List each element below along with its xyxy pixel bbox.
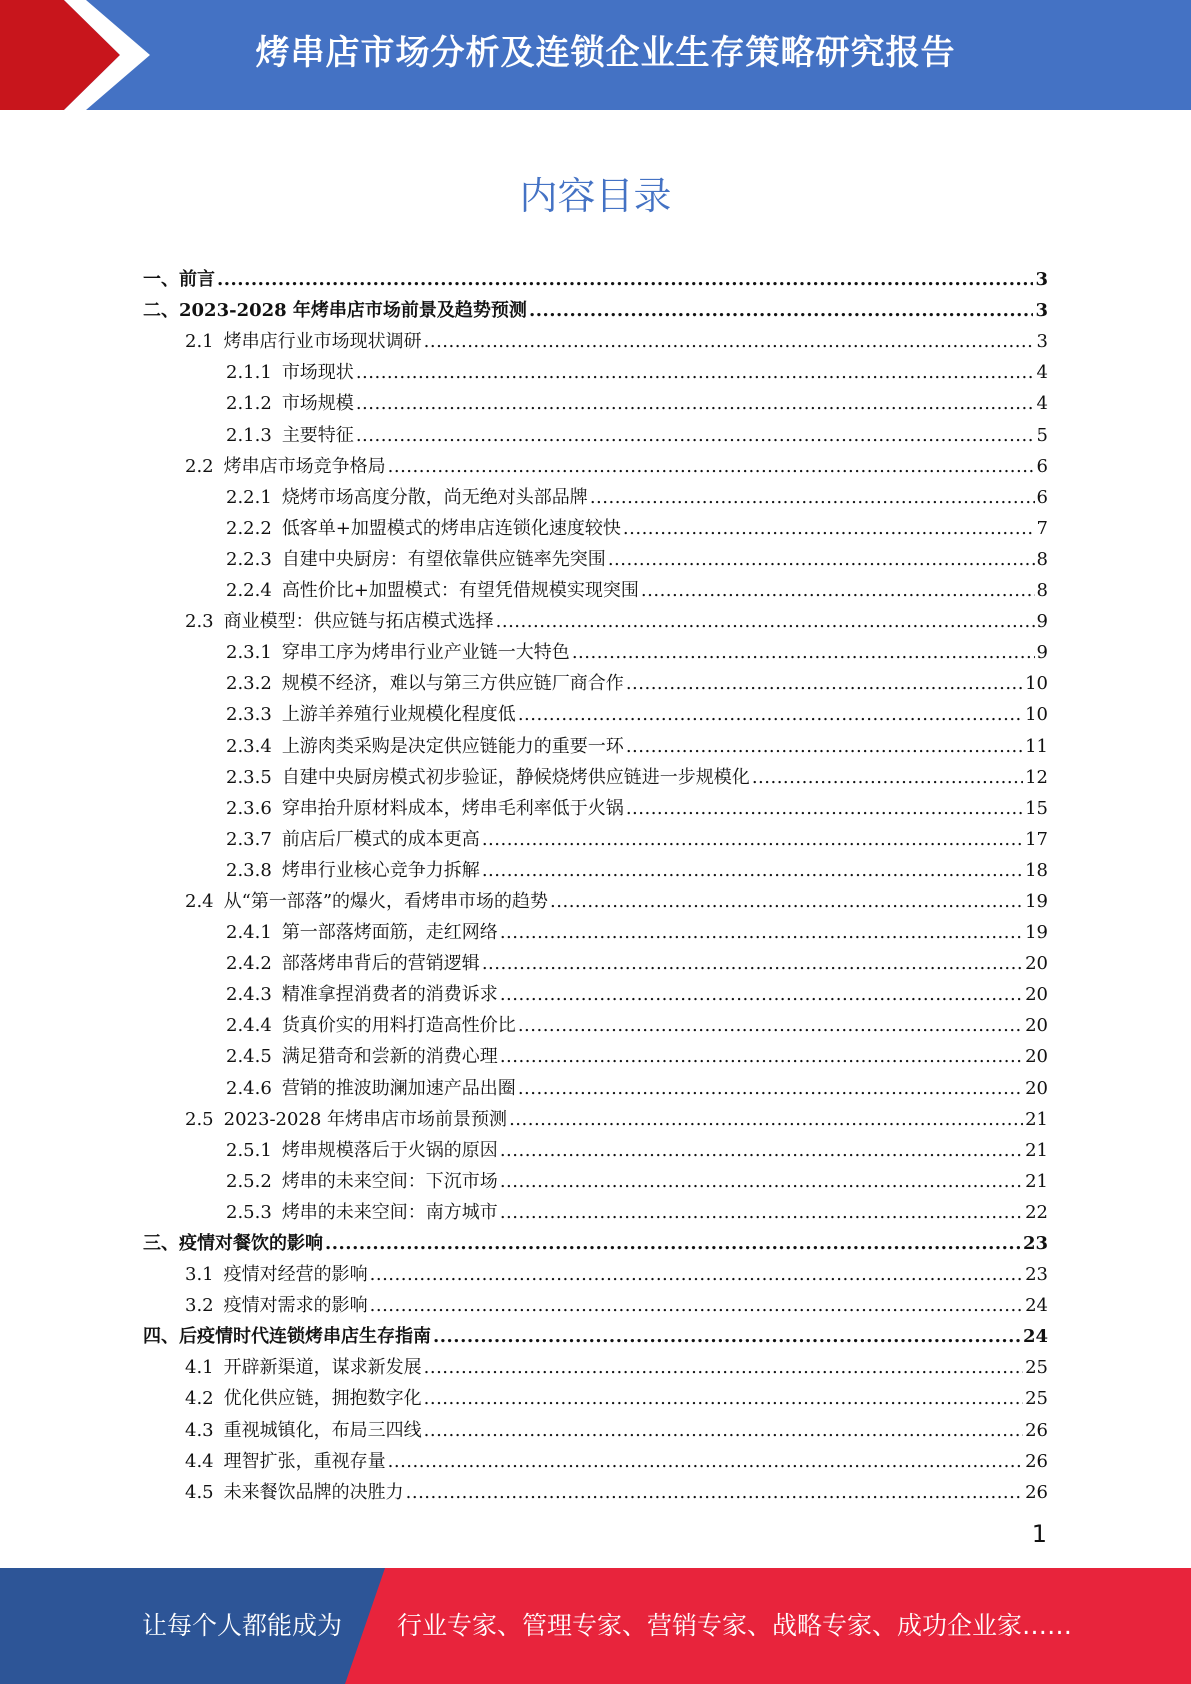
toc-entry-number: 4.4 bbox=[185, 1450, 214, 1472]
toc-entry-title: 烤串的未来空间：下沉市场 bbox=[281, 1170, 498, 1192]
toc-entry-page: 20 bbox=[1025, 984, 1048, 1006]
toc-entry-number: 4.5 bbox=[185, 1481, 214, 1503]
toc-entry-title: 开辟新渠道，谋求新发展 bbox=[223, 1357, 422, 1379]
toc-entry-number: 四、 bbox=[143, 1326, 179, 1348]
toc-entry[interactable] bbox=[143, 1442, 1048, 1473]
toc-entry-title: 烤串店行业市场现状调研 bbox=[223, 331, 422, 353]
toc-entry-page: 8 bbox=[1036, 580, 1048, 602]
table-of-contents bbox=[143, 260, 1048, 1504]
toc-entry[interactable] bbox=[143, 1473, 1048, 1504]
toc-dot-leader bbox=[590, 487, 1035, 509]
toc-entry-title: 第一部落烤面筋，走红网络 bbox=[281, 922, 498, 944]
toc-entry-page: 20 bbox=[1025, 1077, 1048, 1099]
toc-dot-leader bbox=[424, 1388, 1023, 1410]
toc-entry[interactable] bbox=[143, 478, 1048, 509]
toc-entry-number: 2.1 bbox=[185, 331, 214, 353]
toc-entry-title: 疫情对餐饮的影响 bbox=[179, 1233, 323, 1254]
header-banner bbox=[0, 0, 1191, 110]
footer-slogan-lead: 让每个人都能成为 bbox=[142, 1611, 343, 1640]
toc-entry[interactable] bbox=[143, 1068, 1048, 1099]
toc-entry[interactable] bbox=[143, 322, 1048, 353]
toc-entry-title: 高性价比+加盟模式：有望凭借规模实现突围 bbox=[281, 580, 639, 602]
toc-entry[interactable] bbox=[143, 260, 1048, 291]
toc-entry-title: 穿串抬升原材料成本，烤串毛利率低于火锅 bbox=[281, 797, 624, 819]
toc-dot-leader bbox=[518, 1078, 1023, 1100]
toc-entry-page: 23 bbox=[1022, 1233, 1048, 1254]
toc-entry-page: 6 bbox=[1036, 486, 1048, 508]
toc-dot-leader bbox=[500, 1171, 1023, 1193]
toc-entry[interactable] bbox=[143, 571, 1048, 602]
toc-entry[interactable] bbox=[143, 1410, 1048, 1441]
toc-entry-title: 烤串行业核心竞争力拆解 bbox=[281, 859, 480, 881]
toc-dot-leader bbox=[500, 984, 1023, 1006]
toc-dot-leader bbox=[500, 922, 1023, 944]
toc-entry-number: 3.1 bbox=[185, 1264, 214, 1286]
toc-entry-number: 2.3 bbox=[185, 611, 214, 633]
toc-entry-title: 精准拿捏消费者的消费诉求 bbox=[281, 984, 498, 1006]
toc-entry-page: 11 bbox=[1025, 735, 1048, 757]
toc-entry-page: 24 bbox=[1022, 1326, 1048, 1348]
toc-entry-page: 12 bbox=[1025, 766, 1048, 788]
toc-dot-leader bbox=[518, 704, 1023, 726]
toc-entry-page: 26 bbox=[1025, 1450, 1048, 1472]
toc-entry-number: 2.4.3 bbox=[226, 984, 272, 1006]
toc-entry[interactable] bbox=[143, 291, 1048, 322]
toc-entry[interactable] bbox=[143, 509, 1048, 540]
toc-entry-number: 2.4.6 bbox=[226, 1077, 272, 1099]
toc-entry-page: 3 bbox=[1035, 269, 1048, 291]
toc-entry-title: 主要特征 bbox=[281, 424, 354, 446]
toc-entry-title: 部落烤串背后的营销逻辑 bbox=[281, 953, 480, 975]
toc-entry-page: 19 bbox=[1025, 890, 1048, 912]
toc-entry-number: 2.4.5 bbox=[226, 1046, 272, 1068]
footer-banner bbox=[0, 1568, 1191, 1684]
toc-entry-number: 2.4.4 bbox=[226, 1015, 272, 1037]
toc-entry-page: 7 bbox=[1036, 517, 1048, 539]
toc-entry-number: 2.3.4 bbox=[226, 735, 272, 757]
toc-dot-leader bbox=[482, 953, 1023, 975]
toc-entry-title: 市场现状 bbox=[281, 362, 354, 384]
toc-entry-number: 3.2 bbox=[185, 1295, 214, 1317]
toc-entry-number: 2.3.2 bbox=[226, 673, 272, 695]
toc-entry-title: 2023-2028 年烤串店市场前景预测 bbox=[223, 1108, 508, 1130]
toc-dot-leader bbox=[500, 1046, 1023, 1068]
toc-dot-leader bbox=[509, 1109, 1023, 1131]
toc-entry[interactable] bbox=[143, 1100, 1048, 1131]
toc-entry-title: 上游羊养殖行业规模化程度低 bbox=[281, 704, 516, 726]
toc-entry-number: 2.2.4 bbox=[226, 580, 272, 602]
toc-entry[interactable] bbox=[143, 1006, 1048, 1037]
toc-entry-number: 2.3.3 bbox=[226, 704, 272, 726]
toc-entry-page: 21 bbox=[1025, 1170, 1048, 1192]
toc-dot-leader bbox=[424, 331, 1035, 353]
toc-entry-title: 商业模型：供应链与拓店模式选择 bbox=[223, 611, 494, 633]
toc-entry[interactable] bbox=[143, 789, 1048, 820]
toc-entry-number: 2.4.1 bbox=[226, 922, 272, 944]
toc-entry[interactable] bbox=[143, 415, 1048, 446]
toc-entry-page: 19 bbox=[1025, 922, 1048, 944]
toc-entry-title: 市场规模 bbox=[281, 393, 354, 415]
toc-entry-number: 2.2.2 bbox=[226, 517, 272, 539]
toc-entry-title: 2023-2028 年烤串店市场前景及趋势预测 bbox=[179, 300, 527, 322]
toc-dot-leader bbox=[217, 269, 1033, 291]
toc-entry-title: 低客单+加盟模式的烤串店连锁化速度较快 bbox=[281, 517, 621, 539]
toc-entry-title: 重视城镇化，布局三四线 bbox=[223, 1419, 422, 1441]
toc-entry[interactable] bbox=[143, 1193, 1048, 1224]
toc-dot-leader bbox=[623, 518, 1035, 540]
toc-entry-number: 4.2 bbox=[185, 1388, 214, 1410]
toc-entry-page: 25 bbox=[1025, 1388, 1048, 1410]
toc-entry[interactable] bbox=[143, 882, 1048, 913]
toc-dot-leader bbox=[641, 580, 1035, 602]
toc-entry-number: 2.1.1 bbox=[226, 362, 272, 384]
toc-entry-page: 20 bbox=[1025, 1015, 1048, 1037]
toc-entry-page: 21 bbox=[1025, 1139, 1048, 1161]
toc-entry-number: 2.5.3 bbox=[226, 1201, 272, 1223]
toc-dot-leader bbox=[550, 891, 1023, 913]
toc-entry-title: 优化供应链，拥抱数字化 bbox=[223, 1388, 422, 1410]
footer-slogan-roles: 行业专家、管理专家、营销专家、战略专家、成功企业家…… bbox=[397, 1611, 1073, 1640]
toc-entry-title: 烤串的未来空间：南方城市 bbox=[281, 1201, 498, 1223]
toc-dot-leader bbox=[370, 1295, 1023, 1317]
toc-dot-leader bbox=[406, 1482, 1023, 1504]
toc-entry-title: 营销的推波助澜加速产品出圈 bbox=[281, 1077, 516, 1099]
toc-entry-number: 2.5.2 bbox=[226, 1170, 272, 1192]
toc-entry-page: 23 bbox=[1025, 1264, 1048, 1286]
toc-entry-number: 4.1 bbox=[185, 1357, 214, 1379]
toc-entry-title: 疫情对需求的影响 bbox=[223, 1295, 368, 1317]
toc-entry-page: 21 bbox=[1025, 1108, 1048, 1130]
toc-entry-number: 三、 bbox=[143, 1233, 179, 1254]
toc-entry-page: 6 bbox=[1036, 455, 1048, 477]
toc-entry-number: 一、 bbox=[143, 269, 179, 291]
toc-entry-page: 17 bbox=[1025, 828, 1048, 850]
toc-entry-page: 15 bbox=[1025, 797, 1048, 819]
toc-entry[interactable] bbox=[143, 695, 1048, 726]
toc-entry[interactable] bbox=[143, 1286, 1048, 1317]
toc-entry[interactable] bbox=[143, 540, 1048, 571]
toc-entry-number: 2.3.1 bbox=[226, 642, 272, 664]
toc-entry[interactable] bbox=[143, 1162, 1048, 1193]
toc-entry-page: 18 bbox=[1025, 859, 1048, 881]
toc-entry[interactable] bbox=[143, 944, 1048, 975]
toc-entry-page: 4 bbox=[1036, 393, 1048, 415]
toc-dot-leader bbox=[424, 1420, 1023, 1442]
toc-entry-page: 3 bbox=[1035, 300, 1048, 322]
toc-dot-leader bbox=[388, 1451, 1023, 1473]
toc-entry-number: 2.1.3 bbox=[226, 424, 272, 446]
toc-entry-page: 9 bbox=[1036, 642, 1048, 664]
toc-entry[interactable] bbox=[143, 820, 1048, 851]
toc-entry-page: 10 bbox=[1025, 673, 1048, 695]
toc-dot-leader bbox=[388, 456, 1035, 478]
toc-entry[interactable] bbox=[143, 1348, 1048, 1379]
toc-entry-number: 二、 bbox=[143, 300, 179, 322]
toc-entry-title: 自建中央厨房模式初步验证，静候烧烤供应链进一步规模化 bbox=[281, 766, 750, 788]
toc-entry-number: 2.2.1 bbox=[226, 486, 272, 508]
toc-dot-leader bbox=[482, 829, 1023, 851]
toc-entry-number: 2.2.3 bbox=[226, 548, 272, 570]
toc-entry-title: 上游肉类采购是决定供应链能力的重要一环 bbox=[281, 735, 624, 757]
toc-entry[interactable] bbox=[143, 384, 1048, 415]
toc-entry-page: 26 bbox=[1025, 1419, 1048, 1441]
toc-entry-page: 5 bbox=[1036, 424, 1048, 446]
toc-entry-page: 8 bbox=[1036, 548, 1048, 570]
toc-dot-leader bbox=[356, 393, 1035, 415]
toc-entry[interactable] bbox=[143, 1131, 1048, 1162]
toc-entry[interactable] bbox=[143, 1255, 1048, 1286]
toc-entry-title: 烤串店市场竞争格局 bbox=[223, 455, 386, 477]
toc-dot-leader bbox=[572, 642, 1035, 664]
toc-dot-leader bbox=[752, 767, 1023, 789]
toc-entry[interactable] bbox=[143, 1317, 1048, 1348]
toc-dot-leader bbox=[356, 362, 1035, 384]
toc-entry-title: 满足猎奇和尝新的消费心理 bbox=[281, 1046, 498, 1068]
toc-entry-page: 3 bbox=[1036, 331, 1048, 353]
toc-entry-number: 4.3 bbox=[185, 1419, 214, 1441]
toc-entry-number: 2.1.2 bbox=[226, 393, 272, 415]
toc-entry[interactable] bbox=[143, 726, 1048, 757]
toc-dot-leader bbox=[482, 860, 1023, 882]
toc-entry-title: 理智扩张，重视存量 bbox=[223, 1450, 386, 1472]
toc-entry-title: 前店后厂模式的成本更高 bbox=[281, 828, 480, 850]
toc-entry-number: 2.3.6 bbox=[226, 797, 272, 819]
page-number: 1 bbox=[1031, 1520, 1047, 1548]
toc-dot-leader bbox=[424, 1357, 1023, 1379]
toc-entry[interactable] bbox=[143, 664, 1048, 695]
toc-dot-leader bbox=[626, 798, 1023, 820]
toc-entry[interactable] bbox=[143, 353, 1048, 384]
toc-entry-title: 前言 bbox=[179, 269, 215, 291]
toc-entry-title: 货真价实的用料打造高性价比 bbox=[281, 1015, 516, 1037]
toc-entry-page: 20 bbox=[1025, 1046, 1048, 1068]
toc-dot-leader bbox=[325, 1233, 1021, 1255]
toc-entry-number: 2.5.1 bbox=[226, 1139, 272, 1161]
toc-entry[interactable] bbox=[143, 851, 1048, 882]
toc-entry[interactable] bbox=[143, 1037, 1048, 1068]
toc-entry-number: 2.3.8 bbox=[226, 859, 272, 881]
toc-entry-number: 2.2 bbox=[185, 455, 214, 477]
toc-dot-leader bbox=[529, 300, 1034, 322]
toc-dot-leader bbox=[500, 1202, 1023, 1224]
toc-entry-title: 未来餐饮品牌的决胜力 bbox=[223, 1481, 404, 1503]
toc-entry-title: 疫情对经营的影响 bbox=[223, 1264, 368, 1286]
toc-entry[interactable] bbox=[143, 1224, 1048, 1255]
toc-entry[interactable] bbox=[143, 913, 1048, 944]
toc-entry[interactable] bbox=[143, 602, 1048, 633]
toc-entry-page: 25 bbox=[1025, 1357, 1048, 1379]
toc-entry[interactable] bbox=[143, 1379, 1048, 1410]
toc-entry-number: 2.3.5 bbox=[226, 766, 272, 788]
toc-entry-number: 2.4 bbox=[185, 890, 214, 912]
toc-dot-leader bbox=[500, 1140, 1023, 1162]
toc-entry-page: 20 bbox=[1025, 953, 1048, 975]
toc-heading: 内容目录 bbox=[519, 174, 672, 218]
toc-entry-title: 穿串工序为烤串行业产业链一大特色 bbox=[281, 642, 570, 664]
toc-entry-page: 22 bbox=[1025, 1201, 1048, 1223]
toc-dot-leader bbox=[433, 1326, 1021, 1348]
toc-entry-title: 烤串规模落后于火锅的原因 bbox=[281, 1139, 498, 1161]
toc-entry-number: 2.4.2 bbox=[226, 953, 272, 975]
toc-entry[interactable] bbox=[143, 633, 1048, 664]
toc-entry-title: 后疫情时代连锁烤串店生存指南 bbox=[179, 1326, 431, 1348]
toc-entry-page: 26 bbox=[1025, 1481, 1048, 1503]
toc-entry-number: 2.5 bbox=[185, 1108, 214, 1130]
toc-dot-leader bbox=[518, 1015, 1023, 1037]
toc-entry-title: 规模不经济，难以与第三方供应链厂商合作 bbox=[281, 673, 624, 695]
toc-entry-page: 9 bbox=[1036, 611, 1048, 633]
toc-entry-title: 自建中央厨房：有望依靠供应链率先突围 bbox=[281, 548, 606, 570]
toc-dot-leader bbox=[496, 611, 1035, 633]
toc-entry-title: 烧烤市场高度分散，尚无绝对头部品牌 bbox=[281, 486, 588, 508]
toc-dot-leader bbox=[608, 549, 1035, 571]
toc-entry-page: 24 bbox=[1025, 1295, 1048, 1317]
toc-entry-title: 从“第一部落”的爆火，看烤串市场的趋势 bbox=[223, 890, 549, 912]
toc-dot-leader bbox=[370, 1264, 1023, 1286]
toc-entry-page: 4 bbox=[1036, 362, 1048, 384]
toc-entry[interactable] bbox=[143, 975, 1048, 1006]
toc-dot-leader bbox=[626, 736, 1023, 758]
toc-entry-number: 2.3.7 bbox=[226, 828, 272, 850]
toc-dot-leader bbox=[356, 425, 1035, 447]
toc-entry[interactable] bbox=[143, 758, 1048, 789]
report-title: 烤串店市场分析及连锁企业生存策略研究报告 bbox=[255, 33, 956, 73]
toc-entry[interactable] bbox=[143, 447, 1048, 478]
toc-entry-page: 10 bbox=[1025, 704, 1048, 726]
toc-dot-leader bbox=[626, 673, 1023, 695]
